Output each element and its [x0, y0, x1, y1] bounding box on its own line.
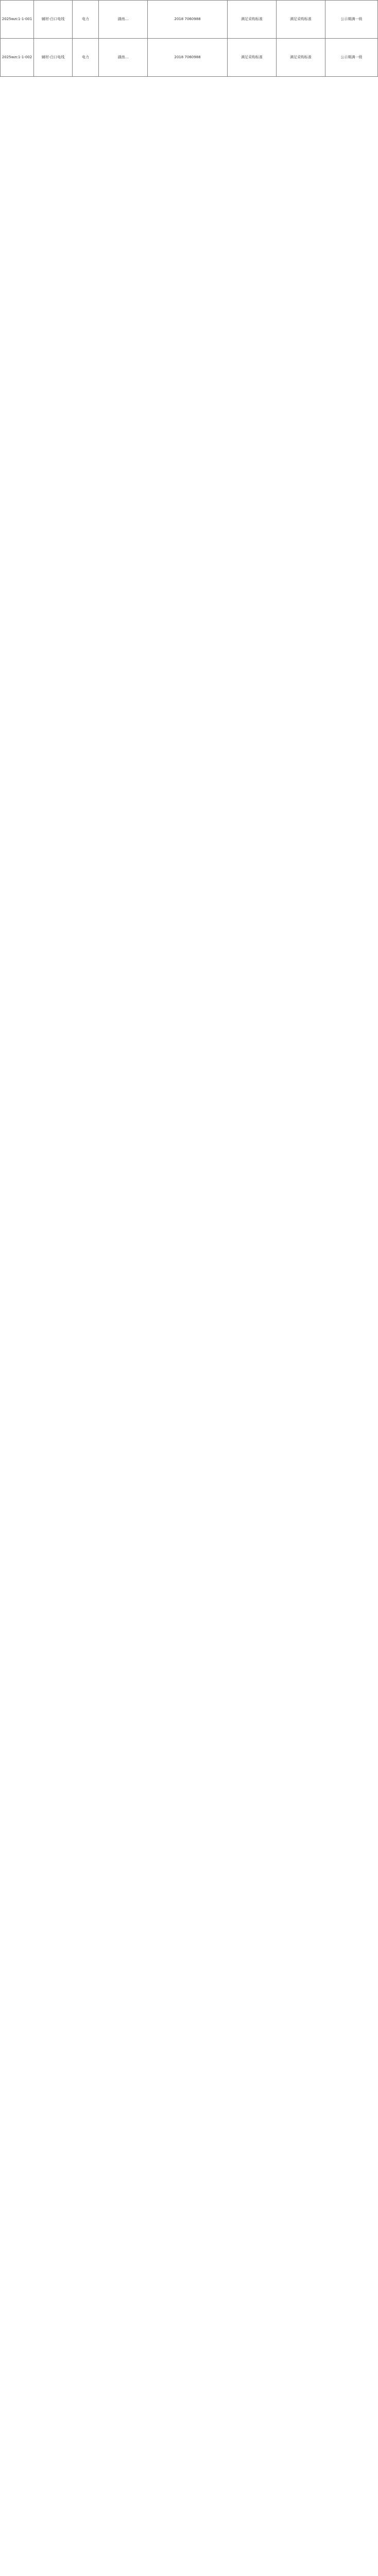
table-cell: 公示期满一级: [325, 1, 378, 39]
table-cell: 满足采购标准: [228, 39, 277, 77]
table-row: [1, 1, 378, 39]
table-body: [1, 1, 378, 77]
table-cell: 2018 7060988: [148, 39, 228, 77]
table-cell: 电力: [73, 1, 99, 39]
table-cell: 辅材-白口电线: [34, 39, 73, 77]
table-cell: 湖南…: [99, 39, 148, 77]
table-cell: 公示期满一级: [325, 39, 378, 77]
table-cell: 2025wzc1-1-001: [1, 1, 34, 39]
table-row: [1, 39, 378, 77]
table-cell: 2025wzc1-1-002: [1, 39, 34, 77]
table-cell: 满足采购标准: [277, 39, 325, 77]
table-cell: 2018 7060988: [148, 1, 228, 39]
table-cell: 湖南…: [99, 1, 148, 39]
bid-results-table: [0, 0, 378, 77]
table-cell: 满足采购标准: [277, 1, 325, 39]
table-cell: 满足采购标准: [228, 1, 277, 39]
table-cell: 辅材-白口电线: [34, 1, 73, 39]
table-cell: 电力: [73, 39, 99, 77]
